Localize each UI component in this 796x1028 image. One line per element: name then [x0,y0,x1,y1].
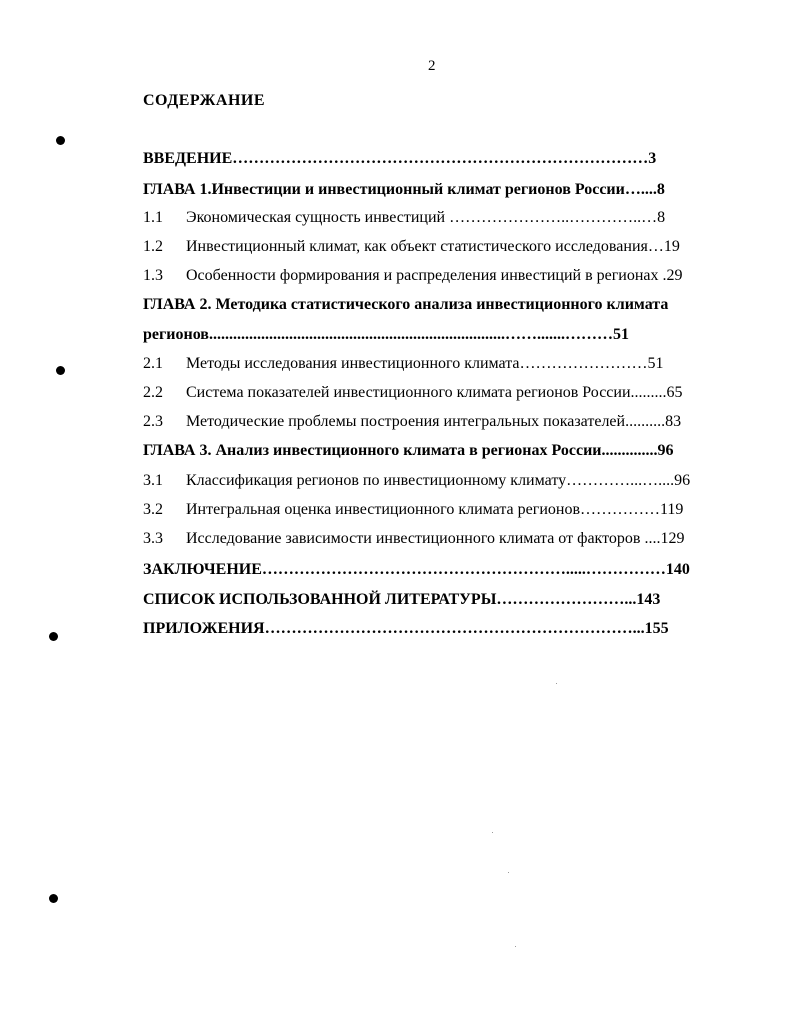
scan-speck [508,872,509,873]
section-title: Экономическая сущность инвестиций …………………..…………..…8 [186,209,666,226]
page-number: 2 [428,58,436,74]
section-title: Система показателей инвестиционного климата регионов России.........65 [186,384,683,401]
toc-appendices: ПРИЛОЖЕНИЯ……………………………………………………………...155 [143,620,669,637]
toc-section-3-3 [143,530,684,548]
toc-section-3-1 [143,472,690,490]
scan-speck [556,683,557,684]
contents-title: СОДЕРЖАНИЕ [143,92,266,109]
toc-section-2-1 [143,355,664,373]
toc-chapter-2-continued: регионов..........................................................................…….......………51 [143,326,629,343]
section-number: 2.2 [143,384,163,401]
toc-conclusion: ЗАКЛЮЧЕНИЕ………………………………………………….....……………140 [143,561,690,578]
toc-chapter-1: ГЛАВА 1.Инвестиции и инвестиционный климат регионов России…....8 [143,181,665,198]
toc-chapter-2: ГЛАВА 2. Методика статистического анализа инвестиционного климата [143,296,669,313]
section-title: Исследование зависимости инвестиционного климата от факторов ....129 [186,530,685,547]
toc-references: СПИСОК ИСПОЛЬЗОВАННОЙ ЛИТЕРАТУРЫ……………………...143 [143,591,661,608]
section-title: Интегральная оценка инвестиционного климата регионов……………119 [186,501,684,518]
section-number: 3.3 [143,530,163,547]
toc-section-2-3 [143,413,681,431]
section-title: Методические проблемы построения интегральных показателей..........83 [186,413,682,430]
section-number: 3.2 [143,501,163,518]
punch-hole-mark [56,366,65,375]
toc-section-1-3 [143,267,683,285]
toc-section-1-1 [143,209,665,227]
section-title: Методы исследования инвестиционного климата……………………51 [186,355,664,372]
scan-speck [515,946,516,947]
toc-section-3-2 [143,501,683,519]
section-number: 1.2 [143,238,163,255]
section-title: Классификация регионов по инвестиционному климату…………...…....96 [186,472,691,489]
section-title: Особенности формирования и распределения инвестиций в регионах .29 [186,267,683,284]
section-number: 1.1 [143,209,163,226]
section-number: 2.3 [143,413,163,430]
punch-hole-mark [56,136,65,145]
punch-hole-mark [49,894,58,903]
section-number: 3.1 [143,472,163,489]
toc-section-1-2 [143,238,680,256]
section-title: Инвестиционный климат, как объект статистического исследования…19 [186,238,680,255]
section-number: 1.3 [143,267,163,284]
toc-chapter-3: ГЛАВА 3. Анализ инвестиционного климата в регионах России..............96 [143,442,674,459]
scan-speck [492,832,493,833]
section-number: 2.1 [143,355,163,372]
toc-intro: ВВЕДЕНИЕ……………………………………………………………………3 [143,150,657,167]
toc-section-2-2 [143,384,683,402]
punch-hole-mark [49,632,58,641]
